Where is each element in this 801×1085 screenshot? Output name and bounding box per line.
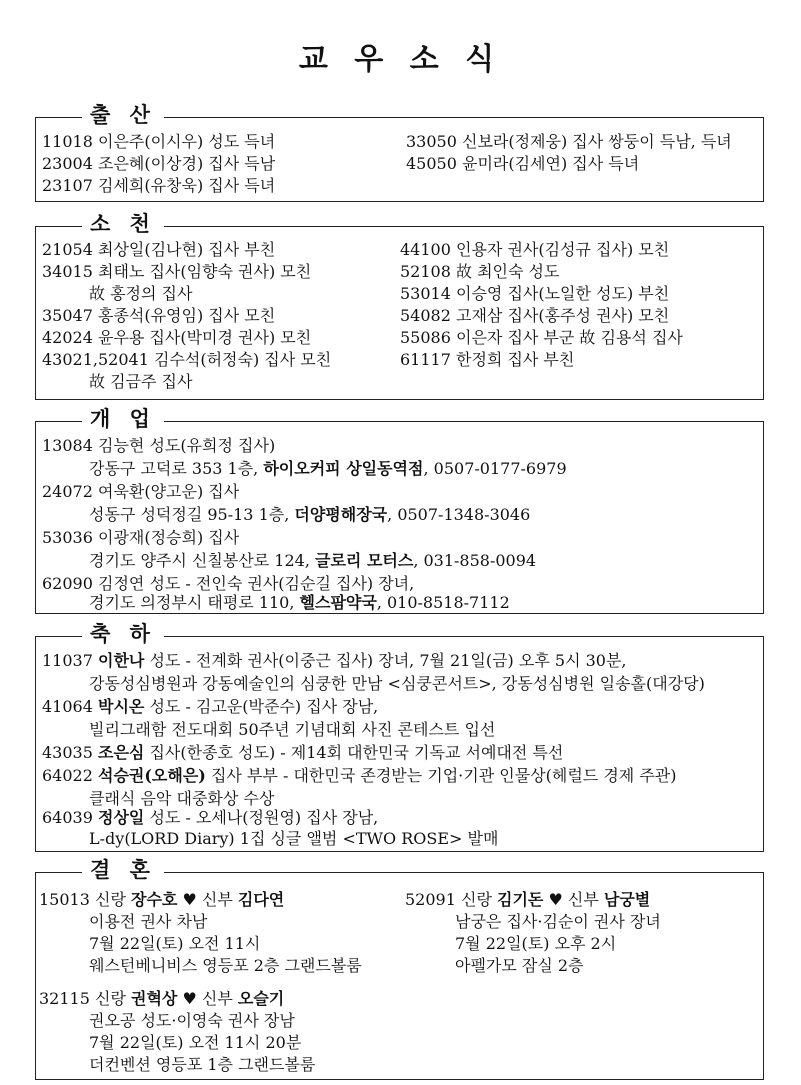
passing-heading: 소 천: [82, 211, 164, 237]
bride-name: 김다연: [237, 890, 285, 909]
congrats-detail: 클래식 음악 대중화상 수상: [89, 789, 275, 808]
passing-entry: 53014 이승영 집사(노일한 성도) 부친: [400, 284, 670, 303]
birth-entry: 23107 김세희(유창욱) 집사 득녀: [42, 176, 276, 195]
bride-label: 신부: [201, 890, 238, 909]
person-name: 조은심: [97, 743, 145, 762]
groom-label: 신랑: [95, 989, 131, 1008]
business-name: 글로리 모터스: [315, 551, 414, 570]
congrats-entry: [42, 696, 378, 717]
passing-entry: 34015 최태노 집사(임향숙 권사) 모친: [42, 262, 312, 281]
wedding-entry-couple: [39, 988, 284, 1009]
opening-address: [89, 550, 536, 571]
birth-section: [35, 102, 764, 202]
groom-name: 장수호: [131, 890, 178, 909]
entry-code: 32115: [39, 989, 90, 1008]
birth-heading: 출 산: [82, 102, 164, 128]
bride-name: 오슬기: [237, 989, 285, 1008]
business-name: 더양평해장국: [294, 505, 388, 524]
bride-label: 신부: [567, 890, 604, 909]
opening-entry: 62090 김정연 성도 - 전인숙 권사(김순길 집사) 장녀,: [42, 574, 415, 593]
wedding-venue: 웨스턴베니비스 영등포 2층 그랜드볼룸: [89, 956, 362, 975]
entry-code: 64022: [42, 766, 98, 785]
business-name: 하이오커피 상일동역점: [263, 459, 424, 478]
entry-code: 43035: [42, 743, 98, 762]
groom-label: 신랑: [95, 890, 131, 909]
opening-address: [89, 458, 567, 479]
person-name: 정상일: [97, 808, 145, 827]
wedding-section: [35, 857, 764, 1080]
phone-text: , 0507-0177-6979: [423, 459, 567, 478]
passing-entry: 故 홍정의 집사: [89, 284, 193, 303]
wedding-venue: 더컨벤션 영등포 1층 그랜드볼룸: [89, 1055, 316, 1074]
opening-section: [35, 406, 764, 614]
passing-entry: 43021,52041 김수석(허정숙) 집사 모친: [42, 350, 332, 369]
heart-icon: ♥: [177, 890, 202, 909]
opening-address: [89, 504, 530, 525]
passing-entry: 52108 故 최인숙 성도: [400, 262, 560, 281]
passing-section: [35, 211, 764, 400]
wedding-datetime: 7월 22일(토) 오전 11시: [89, 934, 261, 953]
opening-entry: 24072 여욱환(양고운) 집사: [42, 482, 240, 501]
congrats-entry: [42, 765, 676, 786]
entry-code: 41064: [42, 697, 98, 716]
bride-label: 신부: [201, 989, 238, 1008]
passing-entry: 54082 고재삼 집사(홍주성 권사) 모친: [400, 306, 670, 325]
address-text: 경기도 양주시 신칠봉산로 124,: [89, 551, 315, 570]
address-text: 경기도 의정부시 태평로 110,: [89, 593, 300, 612]
wedding-parents: 남궁은 집사·김순이 권사 장녀: [455, 912, 661, 931]
phone-text: , 010-8518-7112: [376, 593, 510, 612]
person-name: 이한나: [97, 651, 145, 670]
passing-entry: 61117 한정희 집사 부친: [400, 350, 575, 369]
address-text: 성동구 성덕정길 95-13 1층,: [89, 505, 295, 524]
wedding-datetime: 7월 22일(토) 오후 2시: [455, 934, 617, 953]
passing-entry: 35047 홍종석(유영임) 집사 모친: [42, 306, 276, 325]
opening-entry: 53036 이광재(정승희) 집사: [42, 528, 240, 547]
phone-text: , 0507-1348-3046: [387, 505, 531, 524]
person-name: 석승권(오해은): [97, 766, 206, 785]
entry-text: 집사 부부 - 대한민국 존경받는 기업·기관 인물상(헤럴드 경제 주관): [205, 766, 677, 785]
passing-entry: 故 김금주 집사: [89, 372, 193, 391]
congrats-heading: 축 하: [82, 621, 164, 647]
opening-heading: 개 업: [82, 406, 164, 432]
wedding-venue: 아펠가모 잠실 2층: [455, 956, 584, 975]
congrats-section: [35, 621, 764, 852]
passing-entry: 44100 인용자 권사(김성규 집사) 모친: [400, 240, 670, 259]
entry-code: 15013: [39, 890, 90, 909]
person-name: 박시온: [97, 697, 145, 716]
wedding-parents: 권오공 성도·이영숙 권사 장남: [89, 1011, 295, 1030]
wedding-entry-couple: [405, 889, 650, 910]
bride-name: 남궁별: [603, 890, 651, 909]
birth-entry: 45050 윤미라(김세연) 집사 득녀: [406, 154, 640, 173]
passing-entry: 21054 최상일(김나현) 집사 부친: [42, 240, 276, 259]
birth-entry: 33050 신보라(정제웅) 집사 쌍둥이 득남, 득녀: [406, 132, 732, 151]
entry-text: 성도 - 오세나(정원영) 집사 장남,: [144, 808, 379, 827]
groom-name: 김기돈: [497, 890, 544, 909]
congrats-detail: 강동성심병원과 강동예술인의 심쿵한 만남 <심쿵콘서트>, 강동성심병원 일송홀(대강당): [89, 674, 705, 693]
passing-entry: 55086 이은자 집사 부군 故 김용석 집사: [400, 328, 683, 347]
opening-address: [89, 592, 510, 613]
wedding-heading: 결 혼: [82, 857, 164, 883]
wedding-parents: 이용전 권사 차남: [89, 912, 208, 931]
congrats-entry: [42, 742, 563, 763]
entry-code: 64039: [42, 808, 98, 827]
business-name: 헬스팜약국: [299, 593, 377, 612]
wedding-datetime: 7월 22일(토) 오전 11시 20분: [89, 1033, 302, 1052]
congrats-entry: [42, 807, 378, 828]
heart-icon: ♥: [177, 989, 202, 1008]
address-text: 강동구 고덕로 353 1층,: [89, 459, 264, 478]
congrats-detail: L-dy(LORD Diary) 1집 싱글 앨범 <TWO ROSE> 발매: [89, 829, 499, 848]
passing-entry: 42024 윤우용 집사(박미경 권사) 모친: [42, 328, 312, 347]
entry-text: 성도 - 김고운(박준수) 집사 장남,: [144, 697, 379, 716]
groom-name: 권혁상: [131, 989, 178, 1008]
entry-code: 52091: [405, 890, 456, 909]
entry-text: 집사(한종호 성도) - 제14회 대한민국 기독교 서예대전 특선: [144, 743, 564, 762]
entry-code: 11037: [42, 651, 98, 670]
heart-icon: ♥: [543, 890, 568, 909]
congrats-detail: 빌리그래함 전도대회 50주년 기념대회 사진 콘테스트 입선: [89, 720, 496, 739]
congrats-entry: [42, 650, 627, 671]
phone-text: , 031-858-0094: [413, 551, 537, 570]
groom-label: 신랑: [461, 890, 497, 909]
wedding-entry-couple: [39, 889, 284, 910]
opening-entry: 13084 김능현 성도(유희정 집사): [42, 436, 276, 455]
birth-entry: 11018 이은주(이시우) 성도 득녀: [42, 132, 276, 151]
page-title: 교 우 소 식: [298, 42, 503, 77]
entry-text: 성도 - 전계화 권사(이중근 집사) 장녀, 7월 21일(금) 오후 5시 30분,: [144, 651, 627, 670]
birth-entry: 23004 조은혜(이상경) 집사 득남: [42, 154, 276, 173]
